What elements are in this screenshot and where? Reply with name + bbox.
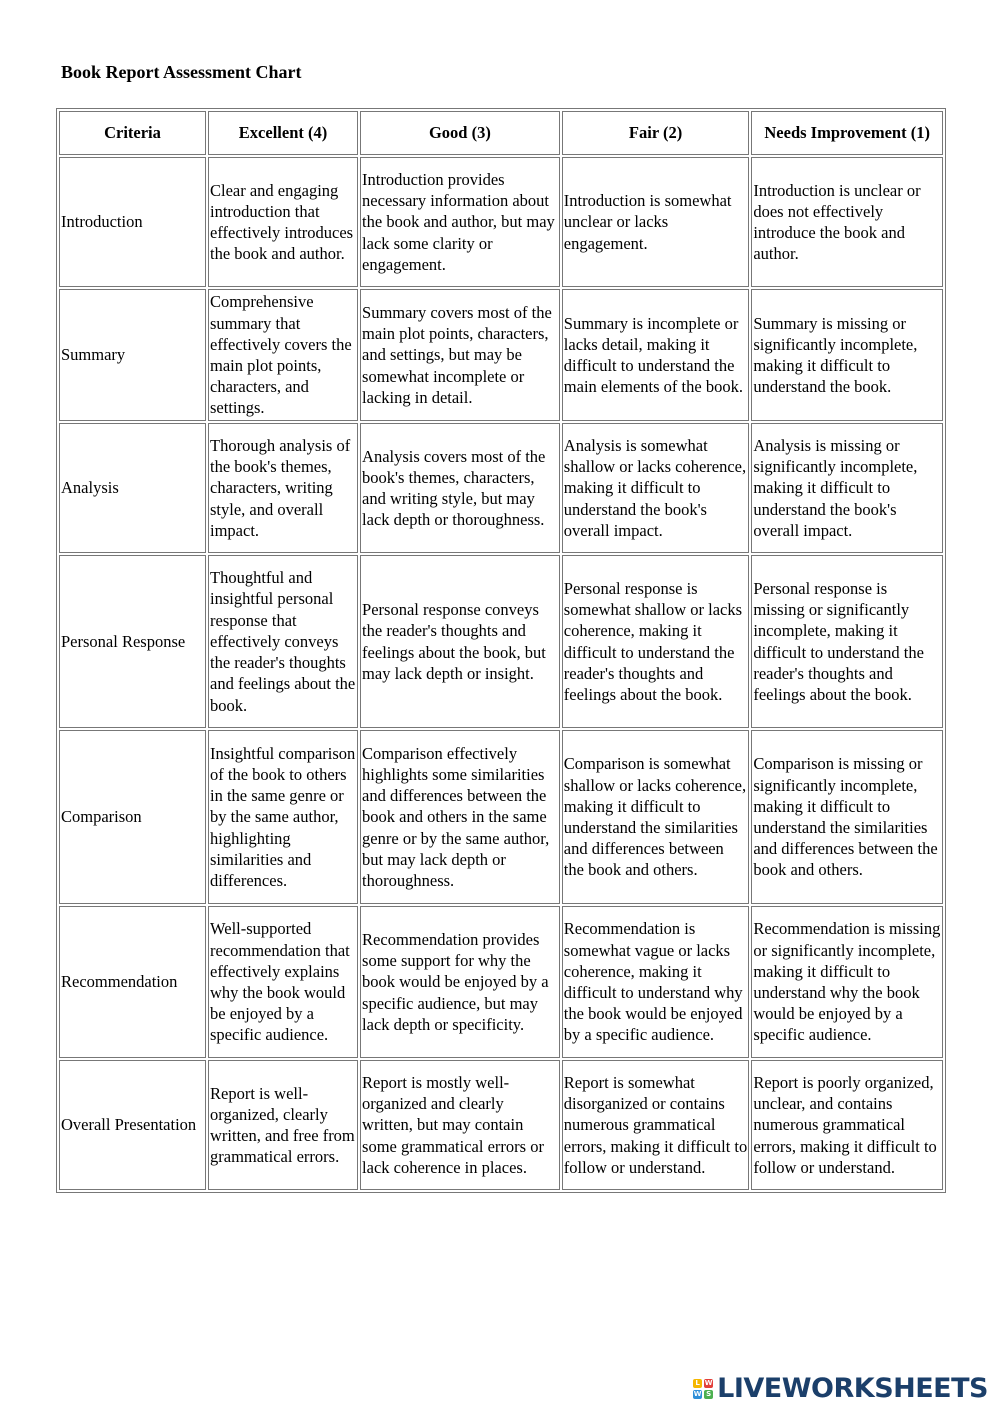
fair-cell: Analysis is somewhat shallow or lacks coherence, making it difficult to understand the book's overall impact.	[562, 423, 750, 553]
good-cell: Personal response conveys the reader's thoughts and feelings about the book, but may lack depth or insight.	[360, 555, 560, 728]
needs-improvement-cell: Personal response is missing or significantly incomplete, making it difficult to understand the reader's thoughts and feelings about the book.	[751, 555, 943, 728]
excellent-cell: Clear and engaging introduction that effectively introduces the book and author.	[208, 157, 358, 287]
excellent-cell: Report is well-organized, clearly written, and free from grammatical errors.	[208, 1060, 358, 1190]
document-title: Book Report Assessment Chart	[61, 62, 302, 82]
good-cell: Analysis covers most of the book's themes, characters, and writing style, but may lack depth or thoroughness.	[360, 423, 560, 553]
header-needs-improvement: Needs Improvement (1)	[751, 111, 943, 155]
good-cell: Summary covers most of the main plot points, characters, and settings, but may be somewhat incomplete or lacking in detail.	[360, 289, 560, 421]
good-cell: Report is mostly well-organized and clearly written, but may contain some grammatical errors or lack coherence in places.	[360, 1060, 560, 1190]
assessment-table	[56, 108, 946, 1193]
header-excellent: Excellent (4)	[208, 111, 358, 155]
criterion-cell: Introduction	[59, 157, 206, 287]
table-row	[59, 906, 943, 1058]
logo-tile: L	[693, 1379, 702, 1388]
fair-cell: Comparison is somewhat shallow or lacks coherence, making it difficult to understand the similarities and differences between the book and others.	[562, 730, 750, 904]
table-row	[59, 289, 943, 421]
fair-cell: Recommendation is somewhat vague or lacks coherence, making it difficult to understand why the book would be enjoyed by a specific audience.	[562, 906, 750, 1058]
good-cell: Recommendation provides some support for why the book would be enjoyed by a specific audience, but may lack depth or specificity.	[360, 906, 560, 1058]
needs-improvement-cell: Recommendation is missing or significantly incomplete, making it difficult to understand why the book would be enjoyed by a specific audience.	[751, 906, 943, 1058]
excellent-cell: Thoughtful and insightful personal response that effectively conveys the reader's thoughts and feelings about the book.	[208, 555, 358, 728]
table-row	[59, 157, 943, 287]
criterion-cell: Personal Response	[59, 555, 206, 728]
logo-tile: S	[706, 1389, 712, 1398]
footer-brand	[693, 1373, 988, 1404]
header-fair: Fair (2)	[562, 111, 750, 155]
excellent-cell: Comprehensive summary that effectively covers the main plot points, characters, and settings.	[208, 289, 358, 421]
fair-cell: Summary is incomplete or lacks detail, making it difficult to understand the main elements of the book.	[562, 289, 750, 421]
header-good: Good (3)	[360, 111, 560, 155]
table-row	[59, 555, 943, 728]
table-row	[59, 423, 943, 553]
header-row	[59, 111, 943, 155]
fair-cell: Introduction is somewhat unclear or lacks engagement.	[562, 157, 750, 287]
table-row	[59, 1060, 943, 1190]
needs-improvement-cell: Summary is missing or significantly incomplete, making it difficult to understand the book.	[751, 289, 943, 421]
good-cell: Comparison effectively highlights some similarities and differences between the book and others in the same genre or by the same author, but may lack depth or thoroughness.	[360, 730, 560, 904]
needs-improvement-cell: Comparison is missing or significantly incomplete, making it difficult to understand the similarities and differences between the book and others.	[751, 730, 943, 904]
needs-improvement-cell: Introduction is unclear or does not effectively introduce the book and author.	[751, 157, 943, 287]
criterion-cell: Analysis	[59, 423, 206, 553]
criterion-cell: Summary	[59, 289, 206, 421]
logo-tile: W	[704, 1378, 713, 1387]
criterion-cell: Comparison	[59, 730, 206, 904]
criterion-cell: Overall Presentation	[59, 1060, 206, 1190]
fair-cell: Report is somewhat disorganized or contains numerous grammatical errors, making it difficult to follow or understand.	[562, 1060, 750, 1190]
criterion-cell: Recommendation	[59, 906, 206, 1058]
excellent-cell: Well-supported recommendation that effectively explains why the book would be enjoyed by a specific audience.	[208, 906, 358, 1058]
good-cell: Introduction provides necessary information about the book and author, but may lack some clarity or engagement.	[360, 157, 560, 287]
brand-name: LIVEWORKSHEETS	[717, 1373, 988, 1404]
header-criteria: Criteria	[59, 111, 206, 155]
needs-improvement-cell: Report is poorly organized, unclear, and contains numerous grammatical errors, making it difficult to follow or understand.	[751, 1060, 943, 1190]
excellent-cell: Thorough analysis of the book's themes, characters, writing style, and overall impact.	[208, 423, 358, 553]
needs-improvement-cell: Analysis is missing or significantly incomplete, making it difficult to understand the book's overall impact.	[751, 423, 943, 553]
fair-cell: Personal response is somewhat shallow or lacks coherence, making it difficult to understand the reader's thoughts and feelings about the book.	[562, 555, 750, 728]
logo-tile: W	[693, 1389, 702, 1398]
excellent-cell: Insightful comparison of the book to others in the same genre or by the same author, highlighting similarities and differences.	[208, 730, 358, 904]
liveworksheets-logo-icon	[693, 1379, 713, 1399]
table-row	[59, 730, 943, 904]
